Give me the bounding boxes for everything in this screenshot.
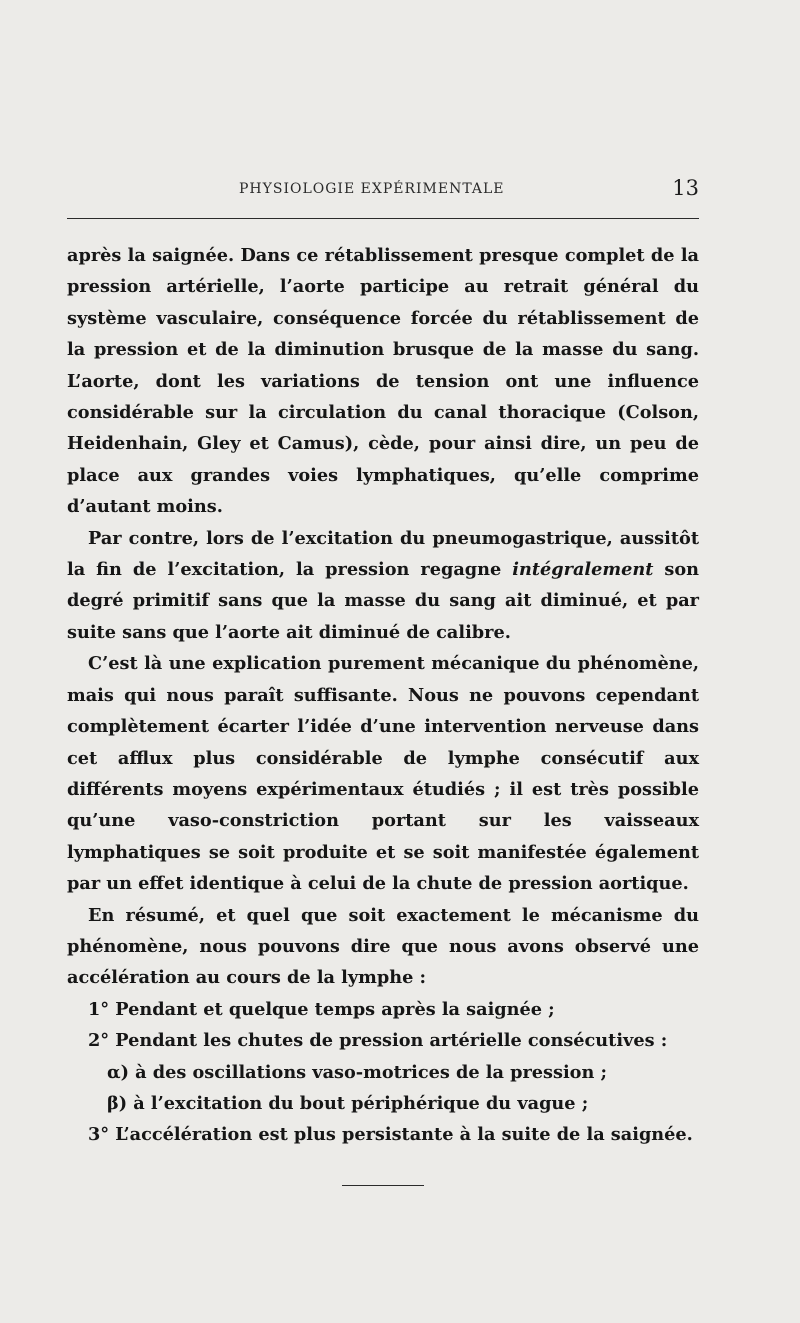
list-item-2-beta: β) à l’excitation du bout périphérique du vague ;	[107, 1092, 589, 1114]
paragraph-2-end: son degré primitif sans que la masse du sang ait diminué, et par suite sans que l’aorte ait diminué de calibre.	[67, 559, 699, 643]
section-end-rule	[342, 1185, 424, 1186]
list-item-3: 3° L’accélération est plus persistante à la suite de la saignée.	[88, 1124, 693, 1146]
running-title: PHYSIOLOGIE EXPÉRIMENTALE	[239, 181, 505, 197]
header-rule	[67, 218, 699, 219]
paragraph-2-start: Par contre, lors de l’excitation du pneumogastrique, aussitôt la fin de l’excitation, la pression regagne	[67, 527, 699, 581]
body-text	[67, 240, 699, 1151]
list-item-2-alpha: α) à des oscillations vaso-motrices de la pression ;	[107, 1061, 608, 1083]
paragraph-1: après la saignée. Dans ce rétablissement presque complet de la pression artérielle, l’aorte participe au retrait général du système vasculaire, conséquence forcée du rétablissement de la pression et de la diminution brusque de la masse du sang. L’aorte, dont les variations de tension ont une influence considérable sur la circulation du canal thoracique (Colson, Heidenhain, Gley et Camus), cède, pour ainsi dire, un peu de place aux grandes voies lymphatiques, qu’elle comprime d’autant moins.	[67, 245, 699, 518]
page-header	[67, 176, 699, 204]
list-item-1: 1° Pendant et quelque temps après la saignée ;	[88, 998, 555, 1020]
emphasis-integralement: intégralement	[512, 559, 654, 581]
list-item-2: 2° Pendant les chutes de pression artérielle consécutives :	[88, 1030, 668, 1052]
page-number: 13	[672, 176, 699, 200]
paragraph-4: En résumé, et quel que soit exactement le mécanisme du phénomène, nous pouvons dire que nous avons observé une accélération au cours de la lymphe :	[67, 904, 699, 989]
paragraph-3: C’est là une explication purement mécanique du phénomène, mais qui nous paraît suffisante. Nous ne pouvons cependant complètement écarter l’idée d’une intervention nerveuse dans cet afflux plus considérable de lymphe consécutif aux différents moyens expérimentaux étudiés ; il est très possible qu’une vaso-constriction portant sur les vaisseaux lymphatiques se soit produite et se soit manifestée également par un effet identique à celui de la chute de pression aortique.	[67, 653, 699, 895]
paragraph-2	[67, 523, 699, 649]
